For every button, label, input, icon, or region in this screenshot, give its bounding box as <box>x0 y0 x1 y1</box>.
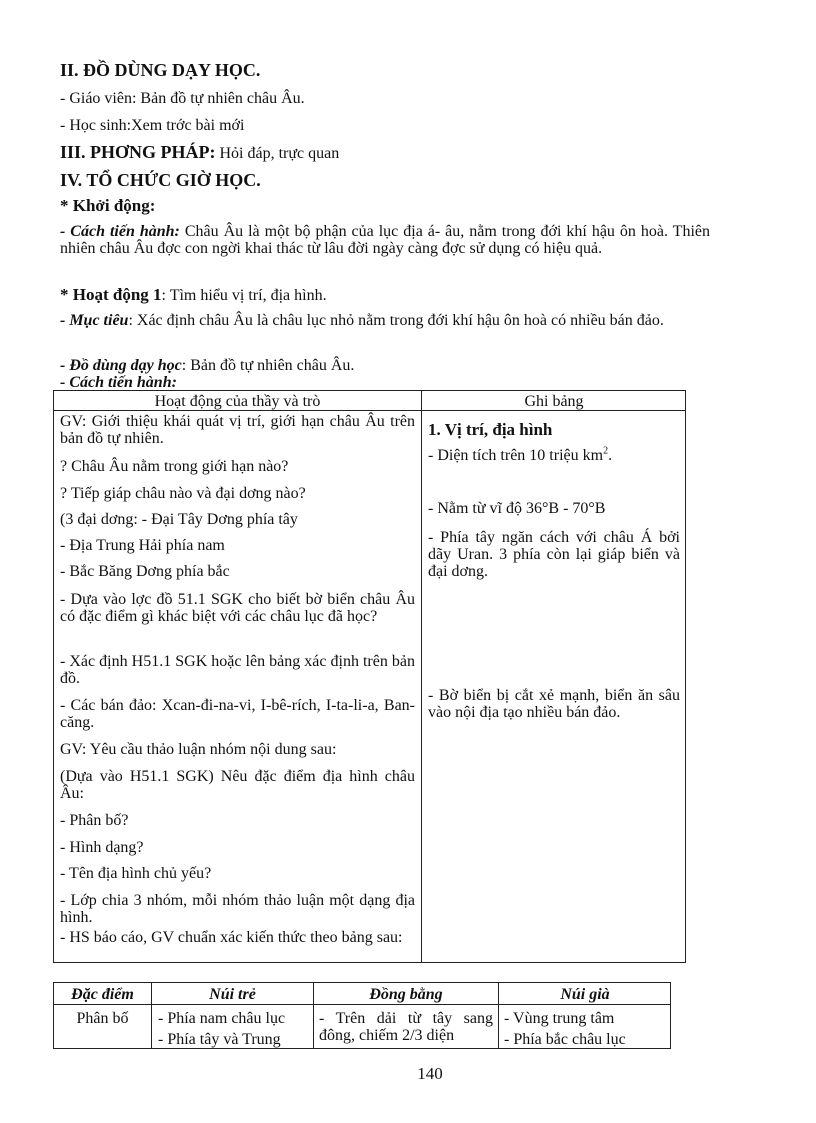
board-border: - Phía tây ngăn cách với châu Á bởi dãy Uran. 3 phía còn lại giáp biển và đại dơng. <box>428 529 680 580</box>
tools-label: - Đồ dùng dạy học <box>60 357 182 374</box>
activity-line: - Tên địa hình chủ yếu? <box>60 865 212 882</box>
area-text: - Diện tích trên 10 triệu km <box>428 447 604 464</box>
warmup-method-label: - Cách tiến hành: <box>60 223 180 240</box>
tools-text: : Bản đồ tự nhiên châu Âu. <box>181 357 355 374</box>
activity-1 <box>60 286 710 304</box>
activity-line: - Địa Trung Hải phía nam <box>60 537 225 554</box>
row-label-distribution: Phân bố <box>76 1010 129 1027</box>
activity-line: ? Châu Âu nằm trong giới hạn nào? <box>60 458 289 475</box>
header-young-mountains: Núi trẻ <box>209 986 256 1003</box>
page-number: 140 <box>417 1064 443 1083</box>
activity-line: GV: Yêu cầu thảo luận nhóm nội dung sau: <box>60 741 337 758</box>
goal-text: : Xác định châu Âu là châu lục nhỏ nằm trong đới khí hậu ôn hoà có nhiều bán đảo. <box>128 312 664 329</box>
board-coast: - Bờ biển bị cắt xẻ mạnh, biển ăn sâu vào nội địa tạo nhiều bán đảo. <box>428 687 680 721</box>
student-materials: - Học sinh:Xem trớc bài mới <box>60 117 245 134</box>
plain-cell: - Trên dải từ tây sang đông, chiếm 2/3 diện <box>319 1010 493 1044</box>
warmup-title: * Khởi động: <box>60 196 156 215</box>
old-cell-line: - Vùng trung tâm <box>504 1010 615 1027</box>
board-heading: 1. Vị trí, địa hình <box>428 420 553 439</box>
teacher-materials: - Giáo viên: Bản đồ tự nhiên châu Âu. <box>60 90 305 107</box>
activity-line: - HS báo cáo, GV chuẩn xác kiến thức theo bảng sau: <box>60 929 403 946</box>
activity-line: (3 đại dơng: - Đại Tây Dơng phía tây <box>60 511 298 528</box>
section-4-title: IV. TỔ CHỨC GIỜ HỌC. <box>60 170 261 190</box>
board-latitude: - Nằm từ vĩ độ 36°B - 70°B <box>428 500 606 517</box>
activity-1-method-label: - Cách tiến hành: <box>60 374 177 391</box>
young-cell-line: - Phía tây và Trung <box>158 1031 281 1048</box>
warmup-method <box>60 223 710 257</box>
activity-1-tools <box>60 357 710 374</box>
header-old-mountains: Núi già <box>560 986 610 1003</box>
goal-label: - Mục tiêu <box>60 312 129 329</box>
section-3-text: Hỏi đáp, trực quan <box>215 145 340 162</box>
warmup-method-text: Châu Âu là một bộ phận của lục địa á- âu, nằm trong đới khí hậu ôn hoà. Thiên nhiên châu Âu đợc con ngời khai thác từ lâu đời ngày càng đợc sử dụng có hiệu quả. <box>60 223 710 257</box>
activity-line: GV: Giới thiệu khái quát vị trí, giới hạn châu Âu trên bản đồ tự nhiên. <box>60 413 415 447</box>
activity-line: - Lớp chia 3 nhóm, mỗi nhóm thảo luận một dạng địa hình. <box>60 892 415 926</box>
section-2-title: II. ĐỒ DÙNG DẠY HỌC. <box>60 60 261 80</box>
terrain-table <box>53 982 671 1049</box>
activity-line: - Dựa vào lợc đồ 51.1 SGK cho biết bờ biển châu Âu có đặc điểm gì khác biệt với các châu lục đã học? <box>60 591 415 625</box>
area-superscript: 2 <box>603 445 609 457</box>
column-divider <box>421 391 422 962</box>
activity-1-text: : Tìm hiểu vị trí, địa hình. <box>161 287 327 304</box>
activity-line: - Xác định H51.1 SGK hoặc lên bảng xác định trên bản đồ. <box>60 653 415 687</box>
header-activities: Hoạt động của thầy và trò <box>154 393 321 410</box>
activity-1-title: * Hoạt động 1 <box>60 285 162 304</box>
header-divider <box>54 1004 670 1005</box>
header-feature: Đặc điểm <box>71 986 134 1003</box>
header-plains: Đồng bằng <box>369 986 443 1003</box>
activity-line: (Dựa vào H51.1 SGK) Nêu đặc điểm địa hình châu Âu: <box>60 768 415 802</box>
section-3-title: III. PHƠNG PHÁP: <box>60 142 216 162</box>
activity-line: - Hình dạng? <box>60 839 144 856</box>
old-cell-line: - Phía bắc châu lục <box>504 1031 626 1048</box>
activity-line: ? Tiếp giáp châu nào và đại dơng nào? <box>60 485 306 502</box>
section-3 <box>60 144 710 162</box>
header-board-notes: Ghi bảng <box>524 393 584 410</box>
activity-table <box>53 390 686 963</box>
activity-line: - Bắc Băng Dơng phía bắc <box>60 563 230 580</box>
young-cell-line: - Phía nam châu lục <box>158 1010 286 1027</box>
activity-1-goal <box>60 312 710 329</box>
board-area <box>428 447 680 464</box>
header-divider <box>54 410 685 411</box>
activity-line: - Phân bố? <box>60 812 129 829</box>
area-end: . <box>608 447 613 464</box>
activity-line: - Các bán đảo: Xcan-đi-na-vi, I-bê-rích, I-ta-li-a, Ban-căng. <box>60 697 415 731</box>
